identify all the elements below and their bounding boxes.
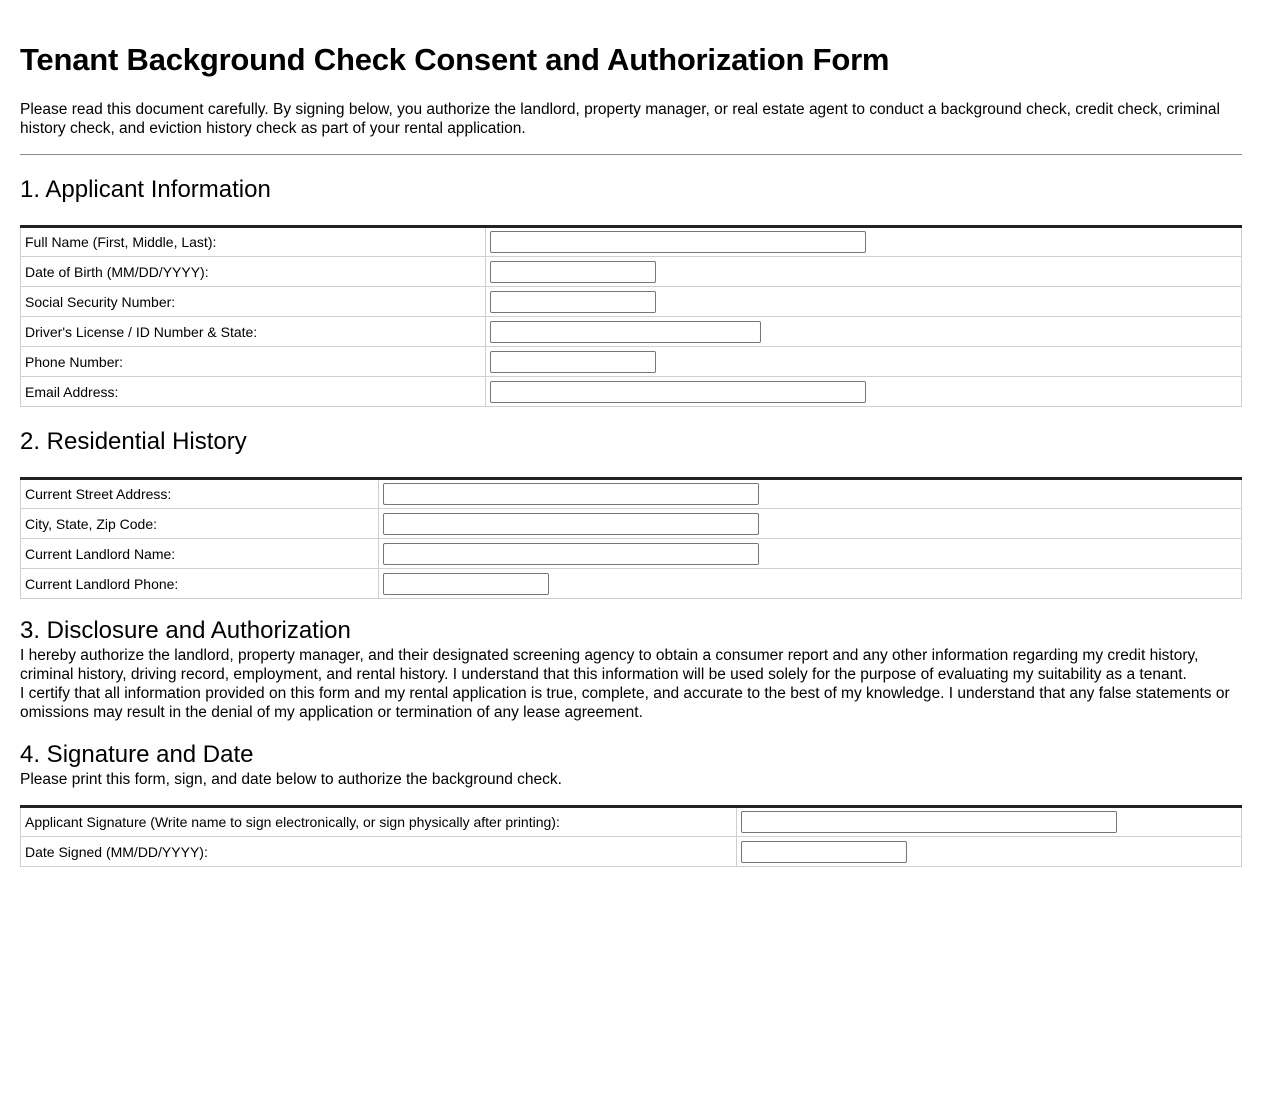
ssn-input[interactable] [490, 291, 656, 313]
table-row [21, 479, 1242, 509]
landlord-phone-input[interactable] [383, 573, 549, 595]
table-row [21, 227, 1242, 257]
table-row [21, 287, 1242, 317]
field-cell [379, 569, 1242, 599]
field-cell [486, 347, 1242, 377]
table-row [21, 569, 1242, 599]
street-address-label: Current Street Address: [21, 479, 379, 509]
section-heading-disclosure: 3. Disclosure and Authorization [20, 617, 351, 644]
section-heading-residential: 2. Residential History [20, 428, 247, 455]
date-signed-label: Date Signed (MM/DD/YYYY): [21, 837, 737, 867]
page-title: Tenant Background Check Consent and Authorization Form [20, 42, 890, 77]
certification-paragraph: I certify that all information provided on this form and my rental application is true, complete, and accurate to the best of my knowledge. I understand that any false statements or omissions may result in the denial of my application or termination of any lease agreement. [20, 685, 1230, 721]
table-row [21, 317, 1242, 347]
date-signed-input[interactable] [741, 841, 907, 863]
field-cell [486, 317, 1242, 347]
full-name-label: Full Name (First, Middle, Last): [21, 227, 486, 257]
applicant-signature-input[interactable] [741, 811, 1117, 833]
phone-number-label: Phone Number: [21, 347, 486, 377]
signature-table [20, 805, 1242, 867]
table-row [21, 347, 1242, 377]
applicant-info-table [20, 225, 1242, 407]
field-cell [737, 837, 1242, 867]
field-cell [486, 257, 1242, 287]
landlord-name-label: Current Landlord Name: [21, 539, 379, 569]
field-cell [486, 377, 1242, 407]
email-address-input[interactable] [490, 381, 866, 403]
section-heading-applicant: 1. Applicant Information [20, 176, 271, 203]
drivers-license-input[interactable] [490, 321, 761, 343]
field-cell [486, 287, 1242, 317]
residential-history-table [20, 477, 1242, 599]
table-row [21, 837, 1242, 867]
date-of-birth-input[interactable] [490, 261, 656, 283]
email-address-label: Email Address: [21, 377, 486, 407]
drivers-license-label: Driver's License / ID Number & State: [21, 317, 486, 347]
city-state-zip-input[interactable] [383, 513, 759, 535]
field-cell [379, 479, 1242, 509]
authorization-paragraph: I hereby authorize the landlord, property manager, and their designated screening agency to obtain a consumer report and any other information regarding my credit history, criminal history, driving record, employment, and rental history. I understand that this information will be used solely for the purpose of evaluating my suitability as a tenant. [20, 647, 1199, 683]
phone-number-input[interactable] [490, 351, 656, 373]
full-name-input[interactable] [490, 231, 866, 253]
field-cell [379, 509, 1242, 539]
intro-text: Please read this document carefully. By signing below, you authorize the landlord, property manager, or real estate agent to conduct a background check, credit check, criminal history check, and eviction history check as part of your rental application. [20, 101, 1220, 137]
table-row [21, 539, 1242, 569]
landlord-phone-label: Current Landlord Phone: [21, 569, 379, 599]
table-row [21, 509, 1242, 539]
applicant-signature-label: Applicant Signature (Write name to sign electronically, or sign physically after printing): [21, 807, 737, 837]
table-row [21, 257, 1242, 287]
table-row [21, 377, 1242, 407]
field-cell [379, 539, 1242, 569]
section-heading-signature: 4. Signature and Date [20, 741, 254, 768]
street-address-input[interactable] [383, 483, 759, 505]
table-row [21, 807, 1242, 837]
ssn-label: Social Security Number: [21, 287, 486, 317]
signature-instruction: Please print this form, sign, and date below to authorize the background check. [20, 771, 562, 788]
city-state-zip-label: City, State, Zip Code: [21, 509, 379, 539]
field-cell [737, 807, 1242, 837]
field-cell [486, 227, 1242, 257]
date-of-birth-label: Date of Birth (MM/DD/YYYY): [21, 257, 486, 287]
landlord-name-input[interactable] [383, 543, 759, 565]
